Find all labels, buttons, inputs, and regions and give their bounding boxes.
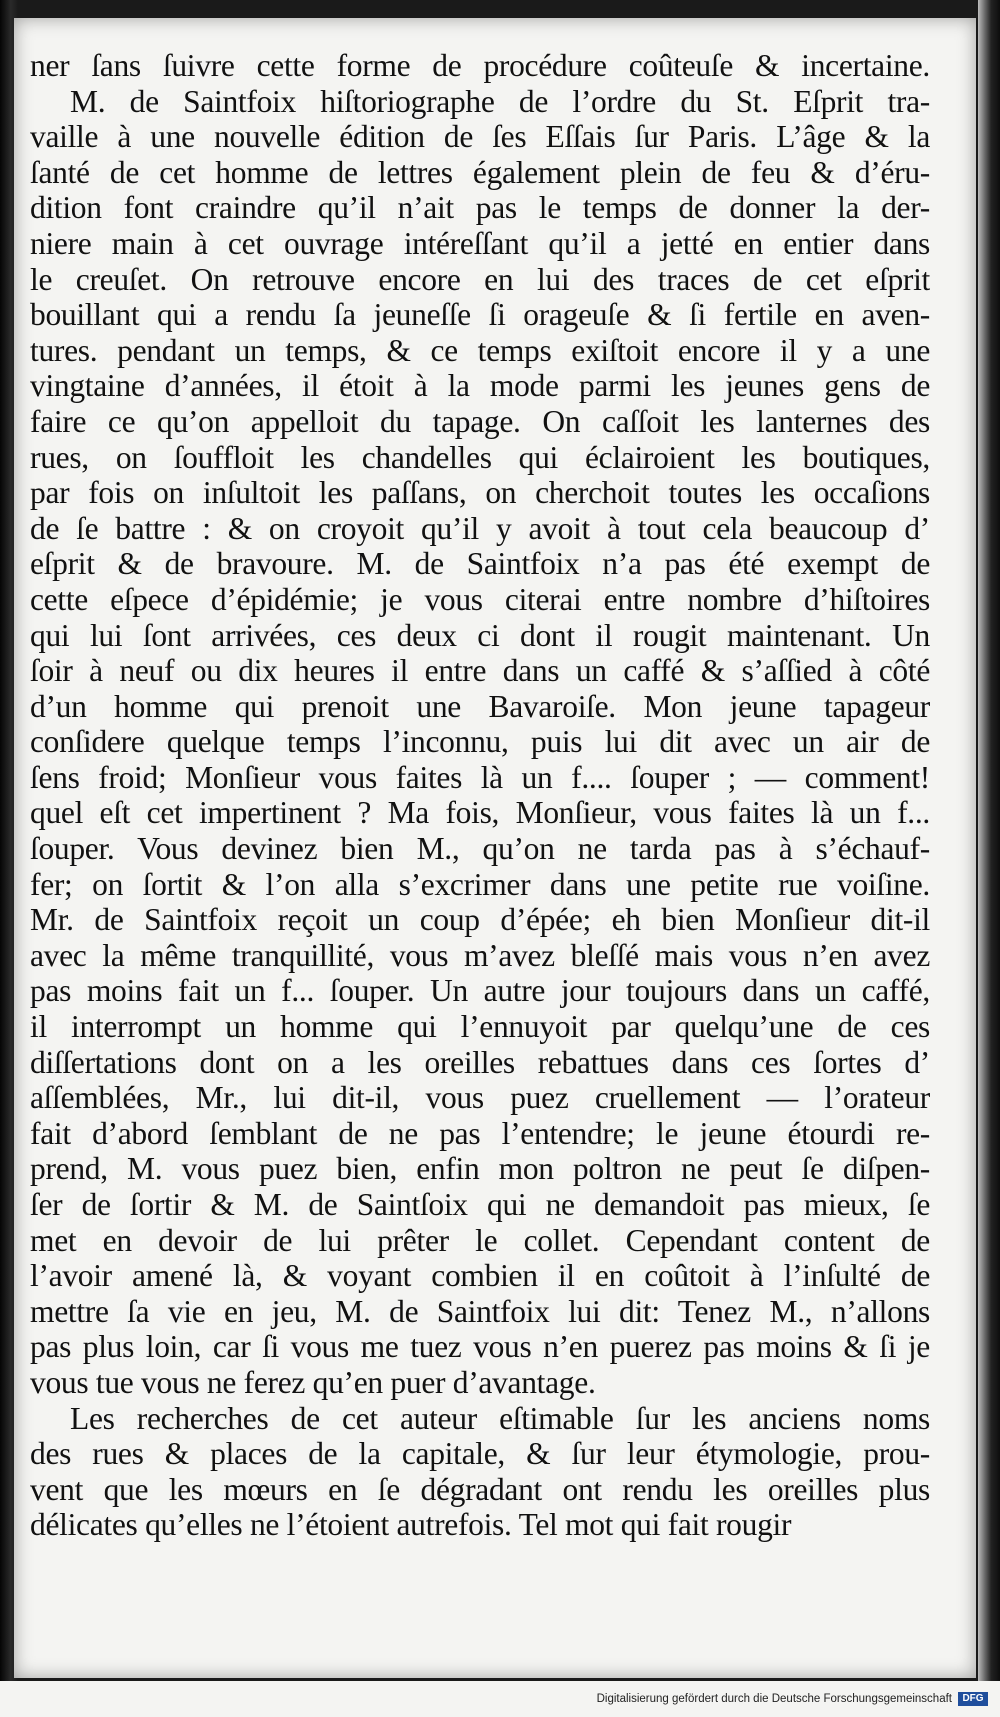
text-line: dition font craindre qu’il n’ait pas le temps de donner la der- (30, 190, 930, 226)
text-line: vingtaine d’années, il étoit à la mode parmi les jeunes gens de (30, 368, 930, 404)
text-line: fer; on ſortit & l’on alla s’excrimer dans une petite rue voiſine. (30, 866, 930, 902)
text-line: mettre ſa vie en jeu, M. de Saintfoix lui dit: Tenez M., n’allons (30, 1293, 930, 1329)
text-line: des rues & places de la capitale, & ſur leur étymologie, prou- (30, 1436, 930, 1472)
text-line: M. de Saintfoix hiſtoriographe de l’ordre du St. Eſprit tra- (70, 83, 930, 119)
text-line: il interrompt un homme qui l’ennuyoit par quelqu’une de ces (30, 1009, 930, 1045)
text-line: pas moins fait un f... ſouper. Un autre jour toujours dans un caffé, (30, 973, 930, 1009)
text-line: ſanté de cet homme de lettres également plein de feu & d’éru- (30, 154, 930, 190)
page-fore-edge (978, 0, 1000, 1717)
text-line: par fois on inſultoit les paſſans, on cherchoit toutes les occaſions (30, 475, 930, 511)
text-line: pas plus loin, car ſi vous me tuez vous n’en puerez pas moins & ſi je (30, 1329, 930, 1365)
text-line: ſer de ſortir & M. de Saintſoix qui ne demandoit pas mieux, ſe (30, 1187, 930, 1222)
text-line: de ſe battre : & on croyoit qu’il y avoit à tout cela beaucoup d’ (30, 510, 930, 546)
text-line: quel eſt cet impertinent ? Ma fois, Monſieur, vous faites là un f... (30, 795, 930, 831)
text-line: vaille à une nouvelle édition de ſes Eſſais ſur Paris. L’âge & la (30, 119, 930, 155)
text-line: Mr. de Saintfoix reçoit un coup d’épée; eh bien Monſieur dit-il (30, 902, 930, 938)
book-page (14, 18, 976, 1678)
text-line: ner ſans ſuivre cette forme de procédure coûteuſe & incertaine. (30, 48, 930, 83)
text-line: fait d’abord ſemblant de ne pas l’entendre; le jeune étourdi re- (30, 1115, 930, 1151)
text-line: ſouper. Vous devinez bien M., qu’on ne tarda pas à s’échauf- (30, 831, 930, 867)
funding-credit: Digitalisierung gefördert durch die Deutsche Forschungsgemeinschaft (596, 1693, 952, 1705)
text-line: met en devoir de lui prêter le collet. Cependant content de (30, 1222, 930, 1258)
text-line: avec la même tranquillité, vous m’avez bleſſé mais vous n’en avez (30, 937, 930, 973)
text-line: rues, on ſouffloit les chandelles qui éclairoient les boutiques, (30, 439, 930, 475)
text-line: délicates qu’elles ne l’étoient autrefois. Tel mot qui fait rougir (30, 1507, 792, 1543)
text-line: eſprit & de bravoure. M. de Saintfoix n’a pas été exempt de (30, 546, 930, 582)
text-line: niere main à cet ouvrage intéreſſant qu’il a jetté en entier dans (30, 225, 930, 261)
digitization-footer (0, 1681, 1000, 1717)
text-line: tures. pendant un temps, & ce temps exiſtoit encore il y a une (30, 332, 930, 368)
dfg-logo: DFG (958, 1692, 988, 1706)
text-line: ſens froid; Monſieur vous faites là un f.... ſouper ; — comment! (30, 759, 930, 795)
text-line: d’un homme qui prenoit une Bavaroiſe. Mon jeune tapageur (30, 688, 930, 724)
text-line: le creuſet. On retrouve encore en lui des traces de cet eſprit (30, 261, 930, 297)
text-line: diſſertations dont on a les oreilles rebattues dans ces ſortes d’ (30, 1044, 930, 1080)
text-line: vent que les mœurs en ſe dégradant ont rendu les oreilles plus (30, 1471, 930, 1507)
text-line: Les recherches de cet auteur eſtimable ſur les anciens noms (70, 1400, 930, 1436)
page-text-block (30, 48, 930, 1543)
text-line: prend, M. vous puez bien, enfin mon poltron ne peut ſe diſpen- (30, 1151, 930, 1187)
text-line: conſidere quelque temps l’inconnu, puis lui dit avec un air de (30, 724, 930, 760)
text-line: vous tue vous ne ferez qu’en puer d’avantage. (30, 1364, 596, 1400)
text-line: l’avoir amené là, & voyant combien il en coûtoit à l’inſulté de (30, 1258, 930, 1294)
text-line: qui lui ſont arrivées, ces deux ci dont il rougit maintenant. Un (30, 617, 930, 653)
text-line: aſſemblées, Mr., lui dit-il, vous puez cruellement — l’orateur (30, 1080, 930, 1116)
text-line: bouillant qui a rendu ſa jeuneſſe ſi orageuſe & ſi fertile en aven- (30, 297, 930, 333)
text-line: cette eſpece d’épidémie; je vous citerai entre nombre d’hiſtoires (30, 581, 930, 617)
text-line: ſoir à neuf ou dix heures il entre dans un caffé & s’aſſied à côté (30, 653, 930, 689)
text-line: faire ce qu’on appelloit du tapage. On caſſoit les lanternes des (30, 403, 930, 439)
